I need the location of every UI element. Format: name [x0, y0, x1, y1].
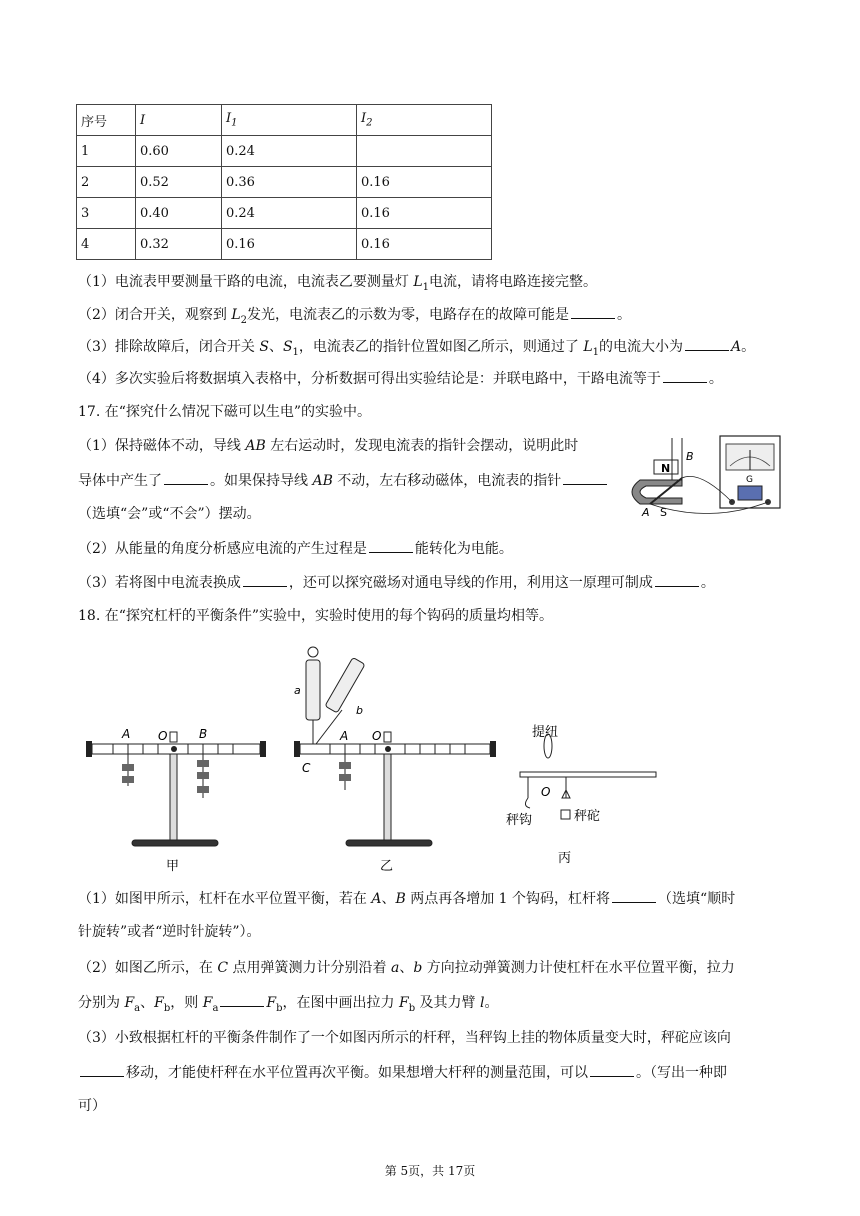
steelyard-bar — [520, 772, 656, 777]
answer-blank[interactable] — [220, 992, 264, 1007]
lift-cord-label: 提纽 — [532, 725, 559, 740]
answer-blank[interactable] — [243, 572, 287, 587]
answer-blank[interactable] — [685, 336, 729, 351]
q18-lever-figures — [80, 640, 760, 875]
table-cell: 0.36 — [222, 167, 357, 198]
answer-blank[interactable] — [590, 1062, 634, 1077]
answer-blank[interactable] — [164, 470, 208, 485]
table-cell: 0.40 — [136, 198, 222, 229]
table-row — [77, 198, 492, 229]
table-cell: 2 — [77, 167, 136, 198]
q17-line2: 导体中产生了 。如果保持导线 AB 不动，左右移动磁体，电流表的指针 — [78, 470, 609, 491]
hook-label: 秤钩 — [506, 813, 533, 828]
q18-line3: （2）如图乙所示，在 C 点用弹簧测力计分别沿着 a、b 方向拉动弹簧测力计使杠杆在水平位置平衡，拉力 — [78, 960, 735, 976]
figure-jia — [86, 727, 266, 874]
figure-bing — [506, 724, 656, 866]
spring-scale-a-icon — [306, 660, 320, 720]
q18-line1: （1）如图甲所示，杠杆在水平位置平衡，若在 A、B 两点再各增加 1 个钩码，杠杆将 （选填“顺时 — [78, 888, 735, 909]
table-cell: 0.52 — [136, 167, 222, 198]
pivot-o-label: O — [372, 729, 382, 743]
caption-yi: 乙 — [380, 859, 394, 874]
table-cell: 0.60 — [136, 136, 222, 167]
caption-jia: 甲 — [166, 859, 180, 874]
q17-line5: （3）若将图中电流表换成 ，还可以探究磁场对通电导线的作用，利用这一原理可制成 。 — [78, 572, 715, 593]
data-table — [76, 104, 492, 260]
table-row — [77, 136, 492, 167]
answer-blank[interactable] — [612, 888, 656, 903]
q17-line1: （1）保持磁体不动，导线 AB 左右运动时，发现电流表的指针会摆动，说明此时 — [78, 438, 579, 454]
answer-blank[interactable] — [80, 1062, 124, 1077]
point-a-label: A — [642, 506, 650, 519]
table-cell: 4 — [77, 229, 136, 260]
table-cell: 1 — [77, 136, 136, 167]
table-header-cell: 序号 — [77, 105, 136, 136]
lever-stand — [170, 754, 177, 840]
lever-stand — [384, 754, 391, 840]
table-row — [77, 167, 492, 198]
q18-title: 18. 在“探究杠杆的平衡条件”实验中，实验时使用的每个钩码的质量均相等。 — [78, 608, 554, 624]
south-pole-label: S — [660, 506, 667, 519]
answer-blank[interactable] — [563, 470, 607, 485]
table-header-cell: I — [136, 105, 222, 136]
point-a-label: A — [122, 727, 131, 741]
figure-yi — [294, 647, 496, 874]
q17-line3: （选填“会”或“不会”）摆动。 — [78, 506, 261, 522]
weight-icon — [561, 810, 570, 819]
table-cell: 0.24 — [222, 136, 357, 167]
answer-blank[interactable] — [655, 572, 699, 587]
page-footer: 第 5页，共 17页 — [384, 1164, 476, 1178]
galvanometer-base — [738, 486, 762, 500]
table-cell: 0.16 — [222, 229, 357, 260]
table-header-row — [77, 105, 492, 136]
answer-blank[interactable] — [571, 304, 615, 319]
q16-part3: （3）排除故障后，闭合开关 S、$S_1$，电流表乙的指针位置如图乙所示，则通过了 $L_1$的电流大小为 A。 — [78, 336, 755, 363]
caption-bing: 丙 — [558, 851, 572, 866]
north-pole-label: N — [661, 462, 671, 475]
galvanometer-label: G — [746, 475, 753, 485]
direction-a-label: a — [294, 684, 301, 697]
q16-part1: （1）电流表甲要测量干路的电流，电流表乙要测量灯 $L_1$电流，请将电路连接完整。 — [78, 274, 598, 293]
table-header-cell: $I_1$ — [222, 105, 357, 136]
q18-line5: （3）小致根据杠杆的平衡条件制作了一个如图丙所示的杆秤，当秤钩上挂的物体质量变大时，秤砣应该向 — [78, 1030, 731, 1046]
point-c-label: C — [302, 761, 311, 775]
table-cell: 0.32 — [136, 229, 222, 260]
table-header-cell: $I_2$ — [357, 105, 492, 136]
direction-b-label: b — [356, 704, 363, 717]
point-b-label: B — [199, 727, 208, 741]
q16-part4: （4）多次实验后将数据填入表格中，分析数据可得出实验结论是：并联电路中，干路电流等于 。 — [78, 368, 723, 389]
table-cell — [357, 136, 492, 167]
answer-blank[interactable] — [663, 368, 707, 383]
answer-blank[interactable] — [369, 538, 413, 553]
q18-line6: 移动，才能使杆秤在水平位置再次平衡。如果想增大杆秤的测量范围，可以 。（写出一种即 — [78, 1062, 727, 1083]
q18-line4: 分别为 $F_a$、$F_b$，则 $F_a$ $F_b$，在图中画出拉力 $F_b$ 及其力臂 l。 — [78, 992, 499, 1019]
q18-line7: 可） — [78, 1098, 106, 1114]
table-cell: 0.16 — [357, 167, 492, 198]
table-cell: 0.16 — [357, 198, 492, 229]
table-row — [77, 229, 492, 260]
q17-induction-figure — [620, 430, 790, 520]
pivot-o-label: O — [158, 729, 168, 743]
q16-part2: （2）闭合开关，观察到 $L_2$发光，电流表乙的示数为零，电路存在的故障可能是 。 — [78, 304, 631, 331]
q17-title: 17. 在“探究什么情况下磁可以生电”的实验中。 — [78, 404, 372, 420]
q18-line2: 针旋转”或者“逆时针旋转”）。 — [78, 924, 261, 940]
table-cell: 0.16 — [357, 229, 492, 260]
pivot-o-label: O — [541, 785, 551, 799]
counterweight-label: 秤砣 — [574, 809, 601, 824]
point-b-label: B — [686, 450, 694, 463]
lever-bar — [300, 744, 490, 754]
table-cell: 0.24 — [222, 198, 357, 229]
point-a-label: A — [340, 729, 349, 743]
q17-line4: （2）从能量的角度分析感应电流的产生过程是 能转化为电能。 — [78, 538, 513, 559]
table-cell: 3 — [77, 198, 136, 229]
